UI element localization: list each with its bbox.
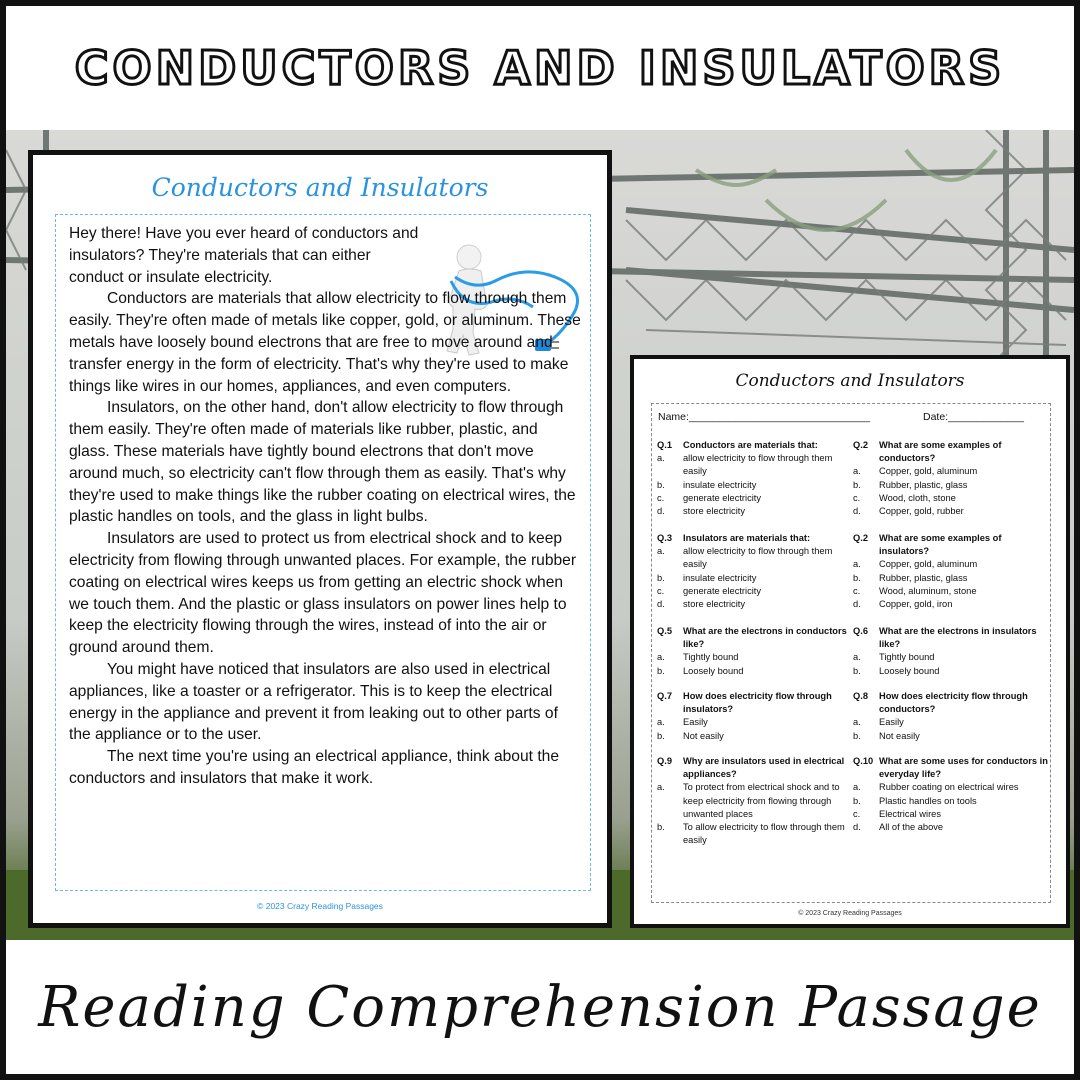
option-text: Rubber, plastic, glass (879, 479, 968, 490)
question-stem (853, 625, 1049, 651)
option-text: Rubber, plastic, glass (879, 572, 968, 583)
question-stem (853, 532, 1049, 558)
answer-option[interactable] (657, 505, 853, 518)
question-number: Q.10 (853, 756, 874, 766)
option-letter: c. (853, 585, 861, 596)
option-letter: d. (657, 506, 665, 517)
answer-option[interactable] (657, 452, 853, 478)
option-letter: a. (657, 453, 665, 464)
answer-option[interactable] (853, 716, 1049, 729)
passage-paragraph: You might have noticed that insulators are also used in electrical appliances, like a toaster or a refrigerator. This is to keep the electrical energy in the appliance and prevent it from leaking out to other parts of the appliance or to the user. (69, 660, 558, 744)
name-field[interactable]: Name:_______________________________ (658, 411, 870, 423)
question-text: How does electricity flow through insulators? (683, 691, 832, 715)
option-letter: c. (853, 808, 861, 819)
answer-option[interactable] (853, 651, 1049, 664)
option-text: Not easily (683, 730, 724, 741)
date-field[interactable]: Date:_____________ (923, 411, 1025, 423)
answer-option[interactable] (853, 795, 1049, 808)
option-letter: a. (853, 466, 861, 477)
answer-option[interactable] (853, 585, 1049, 598)
question-stem (657, 532, 853, 545)
option-text: Plastic handles on tools (879, 795, 977, 806)
option-letter: b. (657, 572, 665, 583)
option-text: insulate electricity (683, 572, 757, 583)
question-number: Q.7 (657, 691, 672, 701)
option-letter: b. (657, 479, 665, 490)
question-stem (657, 439, 853, 452)
option-letter: d. (853, 599, 861, 610)
option-text: insulate electricity (683, 479, 757, 490)
option-text: Copper, gold, aluminum (879, 559, 978, 570)
answer-option[interactable] (853, 479, 1049, 492)
option-letter: b. (657, 730, 665, 741)
option-letter: a. (657, 717, 665, 728)
answer-option[interactable] (657, 492, 853, 505)
option-letter: a. (657, 652, 665, 663)
question-number: Q.1 (657, 440, 672, 450)
question-text: Conductors are materials that: (683, 440, 818, 450)
question-block (657, 532, 853, 611)
option-text: Wood, aluminum, stone (879, 585, 977, 596)
option-text: Rubber coating on electrical wires (879, 782, 1019, 793)
question-block (657, 625, 853, 678)
footer-title: Reading Comprehension Passage (38, 974, 1042, 1040)
answer-option[interactable] (657, 585, 853, 598)
header-title: CONDUCTORS AND INSULATORS (74, 41, 1006, 95)
option-letter: b. (657, 822, 665, 833)
question-number: Q.6 (853, 626, 868, 636)
passage-paragraph (69, 288, 581, 397)
answer-option[interactable] (853, 821, 1049, 834)
question-block (853, 439, 1049, 518)
question-text: Insulators are materials that: (683, 533, 811, 543)
question-stem (853, 755, 1049, 781)
option-text: generate electricity (683, 585, 762, 596)
question-stem (657, 625, 853, 651)
question-block (853, 625, 1049, 678)
option-text: allow electricity to flow through them easily (683, 453, 833, 477)
option-letter: b. (853, 572, 861, 583)
answer-option[interactable] (657, 545, 853, 571)
header-banner (6, 6, 1074, 130)
answer-option[interactable] (853, 492, 1049, 505)
option-text: To allow electricity to flow through them easily (683, 822, 845, 846)
question-stem (853, 439, 1049, 465)
answer-option[interactable] (657, 730, 853, 743)
option-letter: c. (657, 492, 665, 503)
option-letter: a. (657, 546, 665, 557)
option-text: Tightly bound (879, 652, 935, 663)
option-text: To protect from electrical shock and to keep electricity from flowing through unwanted places (683, 782, 840, 819)
option-text: Copper, gold, rubber (879, 506, 964, 517)
question-number: Q.3 (657, 533, 672, 543)
question-number: Q.2 (853, 440, 868, 450)
question-text: How does electricity flow through conductors? (879, 691, 1028, 715)
option-text: Wood, cloth, stone (879, 492, 956, 503)
answer-option[interactable] (657, 651, 853, 664)
answer-option[interactable] (657, 598, 853, 611)
option-letter: d. (853, 822, 861, 833)
option-text: generate electricity (683, 492, 762, 503)
option-letter: a. (853, 559, 861, 570)
passage-paragraph: The next time you're using an electrical appliance, think about the conductors and insulators that make it work. (69, 748, 559, 787)
option-text: Tightly bound (683, 652, 739, 663)
option-text: allow electricity to flow through them easily (683, 546, 833, 570)
question-text: Why are insulators used in electrical appliances? (683, 756, 845, 780)
passage-page (28, 150, 612, 928)
question-block (853, 690, 1049, 743)
option-text: Not easily (879, 730, 920, 741)
answer-option[interactable] (853, 730, 1049, 743)
question-stem (657, 755, 853, 781)
question-block (853, 532, 1049, 611)
answer-option[interactable] (657, 821, 853, 847)
question-text: What are some examples of insulators? (879, 533, 1002, 557)
option-letter: c. (657, 585, 665, 596)
footer-banner (6, 940, 1074, 1074)
passage-copyright: © 2023 Crazy Reading Passages (257, 901, 383, 911)
question-text: What are some uses for conductors in everyday life? (879, 756, 1048, 780)
answer-option[interactable] (853, 808, 1049, 821)
passage-paragraph: Insulators, on the other hand, don't allow electricity to flow through them easily. They're often made of materials like rubber, plastic, and glass. These materials have tightly bound electrons that don't move around much, so electricity can't flow through them as easily. That's why they're used to make things like the rubber coating on electrical wires, the plastic handles on tools, and the glass in light bulbs. (69, 399, 576, 526)
question-text: What are the electrons in insulators like? (879, 626, 1037, 650)
option-letter: a. (657, 782, 665, 793)
option-text: Electrical wires (879, 808, 941, 819)
option-text: Loosely bound (683, 665, 744, 676)
question-text: What are the electrons in conductors like? (683, 626, 847, 650)
answer-option[interactable] (853, 598, 1049, 611)
option-letter: d. (657, 599, 665, 610)
question-number: Q.2 (853, 533, 868, 543)
question-block (657, 690, 853, 743)
option-text: store electricity (683, 599, 745, 610)
question-stem (657, 690, 853, 716)
passage-title: Conductors and Insulators (151, 173, 489, 202)
passage-paragraph: Hey there! Have you ever heard of conductors and insulators? They're materials that can either conduct or insulate electricity. (69, 225, 419, 286)
answer-option[interactable] (853, 572, 1049, 585)
question-block (853, 755, 1049, 834)
answer-option[interactable] (853, 781, 1049, 794)
option-letter: b. (853, 665, 861, 676)
option-letter: c. (853, 492, 861, 503)
question-number: Q.9 (657, 756, 672, 766)
answer-option[interactable] (657, 781, 853, 821)
question-stem (853, 690, 1049, 716)
option-text: All of the above (879, 822, 944, 833)
option-text: Easily (879, 717, 904, 728)
question-copyright: © 2023 Crazy Reading Passages (798, 910, 902, 917)
option-text: Copper, gold, iron (879, 599, 953, 610)
answer-option[interactable] (657, 572, 853, 585)
question-block (657, 439, 853, 518)
answer-option[interactable] (657, 665, 853, 678)
option-text: Easily (683, 717, 708, 728)
answer-option[interactable] (853, 558, 1049, 571)
answer-option[interactable] (853, 505, 1049, 518)
option-text: store electricity (683, 506, 745, 517)
option-letter: b. (853, 479, 861, 490)
question-page (630, 355, 1070, 928)
option-text: Copper, gold, aluminum (879, 466, 978, 477)
option-letter: b. (853, 730, 861, 741)
option-letter: b. (657, 665, 665, 676)
option-text: Loosely bound (879, 665, 940, 676)
passage-paragraph-text: Conductors are materials that allow electricity to flow through them easily. They're often made of metals like copper, gold, or aluminum. These metals have loosely bound electrons that are free to move around and transfer energy in the form of electricity. That's why they're used to make things like wires in our homes, appliances, and even computers. (69, 290, 581, 395)
question-page-title: Conductors and Insulators (735, 371, 965, 391)
question-text: What are some examples of conductors? (879, 440, 1002, 464)
answer-option[interactable] (853, 465, 1049, 478)
passage-paragraph: Insulators are used to protect us from electrical shock and to keep electricity from flowing through unwanted places. For example, the rubber coating on electrical wires keeps us from getting an electric shock when we touch them. And the plastic or glass insulators on power lines help to keep the electricity flowing through the wires, instead of into the air or ground around them. (69, 530, 577, 657)
answer-option[interactable] (657, 479, 853, 492)
question-number: Q.5 (657, 626, 672, 636)
answer-option[interactable] (853, 665, 1049, 678)
question-number: Q.8 (853, 691, 868, 701)
option-letter: b. (853, 795, 861, 806)
option-letter: a. (853, 652, 861, 663)
question-block (657, 755, 853, 847)
option-letter: d. (853, 506, 861, 517)
answer-option[interactable] (657, 716, 853, 729)
option-letter: a. (853, 717, 861, 728)
option-letter: a. (853, 782, 861, 793)
passage-text (69, 223, 581, 790)
